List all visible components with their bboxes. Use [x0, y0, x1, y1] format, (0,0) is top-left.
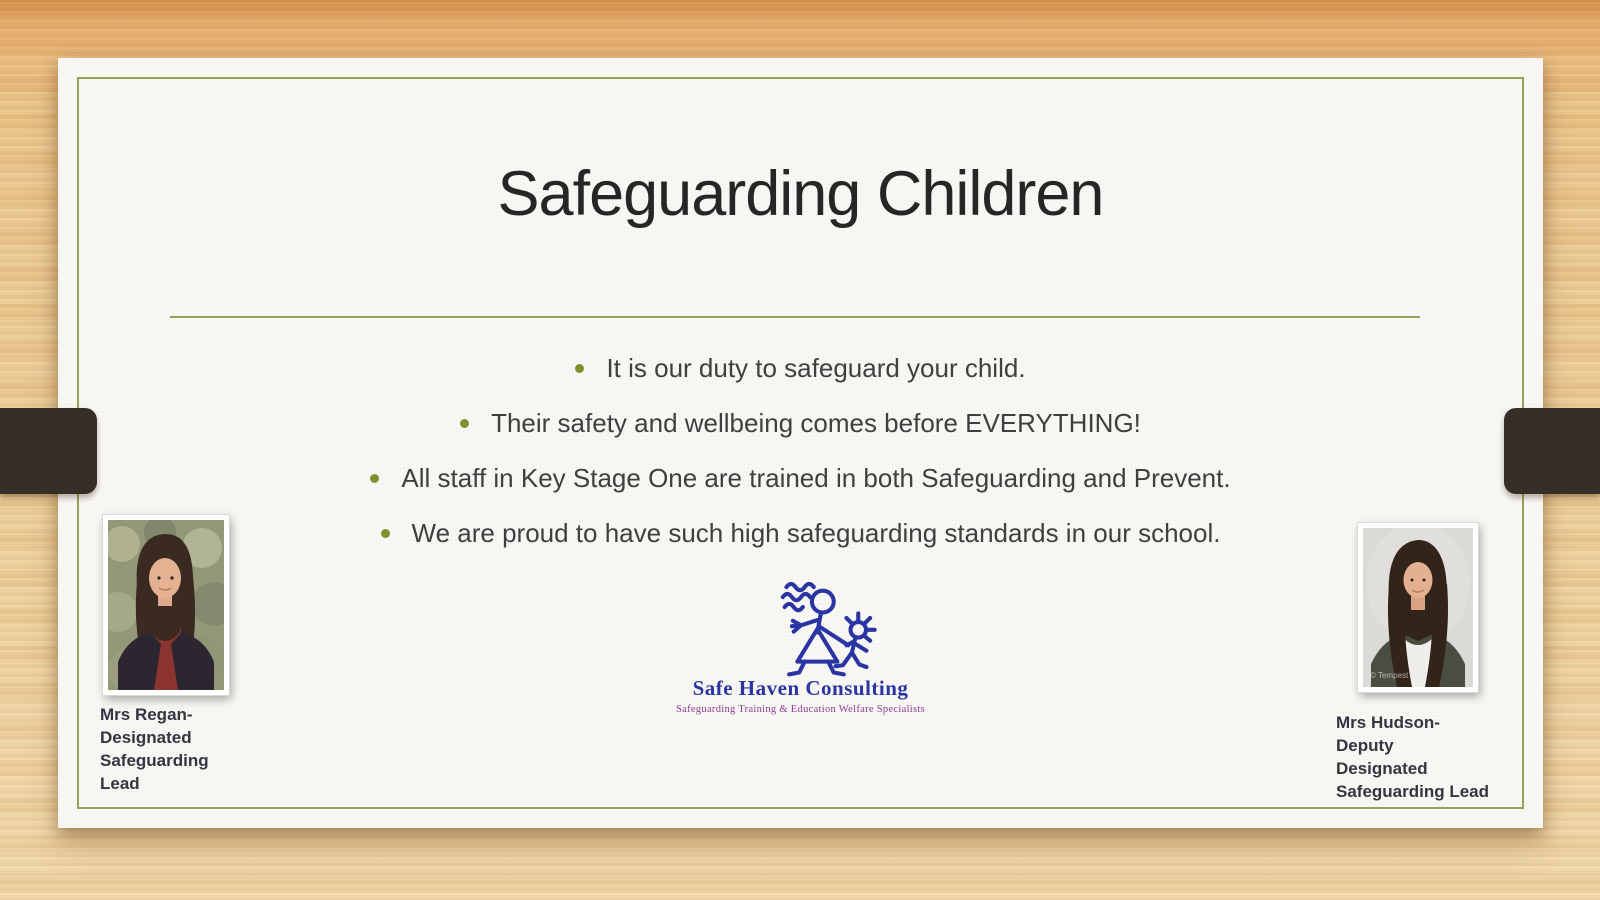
bullet-icon [381, 529, 390, 538]
caption-line: Mrs Hudson- [1336, 713, 1440, 732]
caption-regan [100, 703, 209, 795]
logo-company-name: Safe Haven Consulting [692, 676, 909, 700]
right-ribbon-bar [1504, 408, 1600, 494]
title-divider-line [170, 316, 1420, 318]
bullet-list [78, 341, 1523, 561]
caption-line: Deputy [1336, 736, 1394, 755]
bullet-icon [370, 474, 379, 483]
bullet-item [78, 506, 1523, 561]
bullet-item [78, 451, 1523, 506]
left-ribbon-bar [0, 408, 97, 494]
bullet-item [78, 341, 1523, 396]
bullet-text: All staff in Key Stage One are trained in both Safeguarding and Prevent. [401, 463, 1231, 493]
bullet-text: Their safety and wellbeing comes before EVERYTHING! [491, 408, 1141, 438]
bullet-icon [575, 364, 584, 373]
portrait-regan-image [108, 520, 224, 690]
caption-line: Designated [1336, 759, 1428, 778]
caption-line: Designated [100, 728, 192, 747]
bullet-icon [460, 419, 469, 428]
bullet-item [78, 396, 1523, 451]
caption-line: Mrs Regan- [100, 705, 193, 724]
logo-tagline: Safeguarding Training & Education Welfare Specialists [675, 704, 926, 715]
slide-title: Safeguarding Children [497, 159, 1104, 229]
slide [58, 58, 1543, 828]
photo-watermark: © Tempest [1370, 671, 1409, 680]
bullet-text: We are proud to have such high safeguarding standards in our school. [411, 518, 1221, 548]
caption-line: Lead [100, 774, 140, 793]
caption-line: Safeguarding [100, 751, 209, 770]
portrait-photo-hudson [1358, 523, 1478, 692]
safe-haven-logo [571, 578, 1031, 715]
portrait-photo-regan [103, 515, 229, 695]
caption-hudson [1336, 711, 1489, 803]
adult-child-figure-icon [746, 578, 896, 678]
bullet-text: It is our duty to safeguard your child. [606, 353, 1026, 383]
portrait-hudson-image [1363, 528, 1473, 687]
caption-line: Safeguarding Lead [1336, 782, 1490, 801]
